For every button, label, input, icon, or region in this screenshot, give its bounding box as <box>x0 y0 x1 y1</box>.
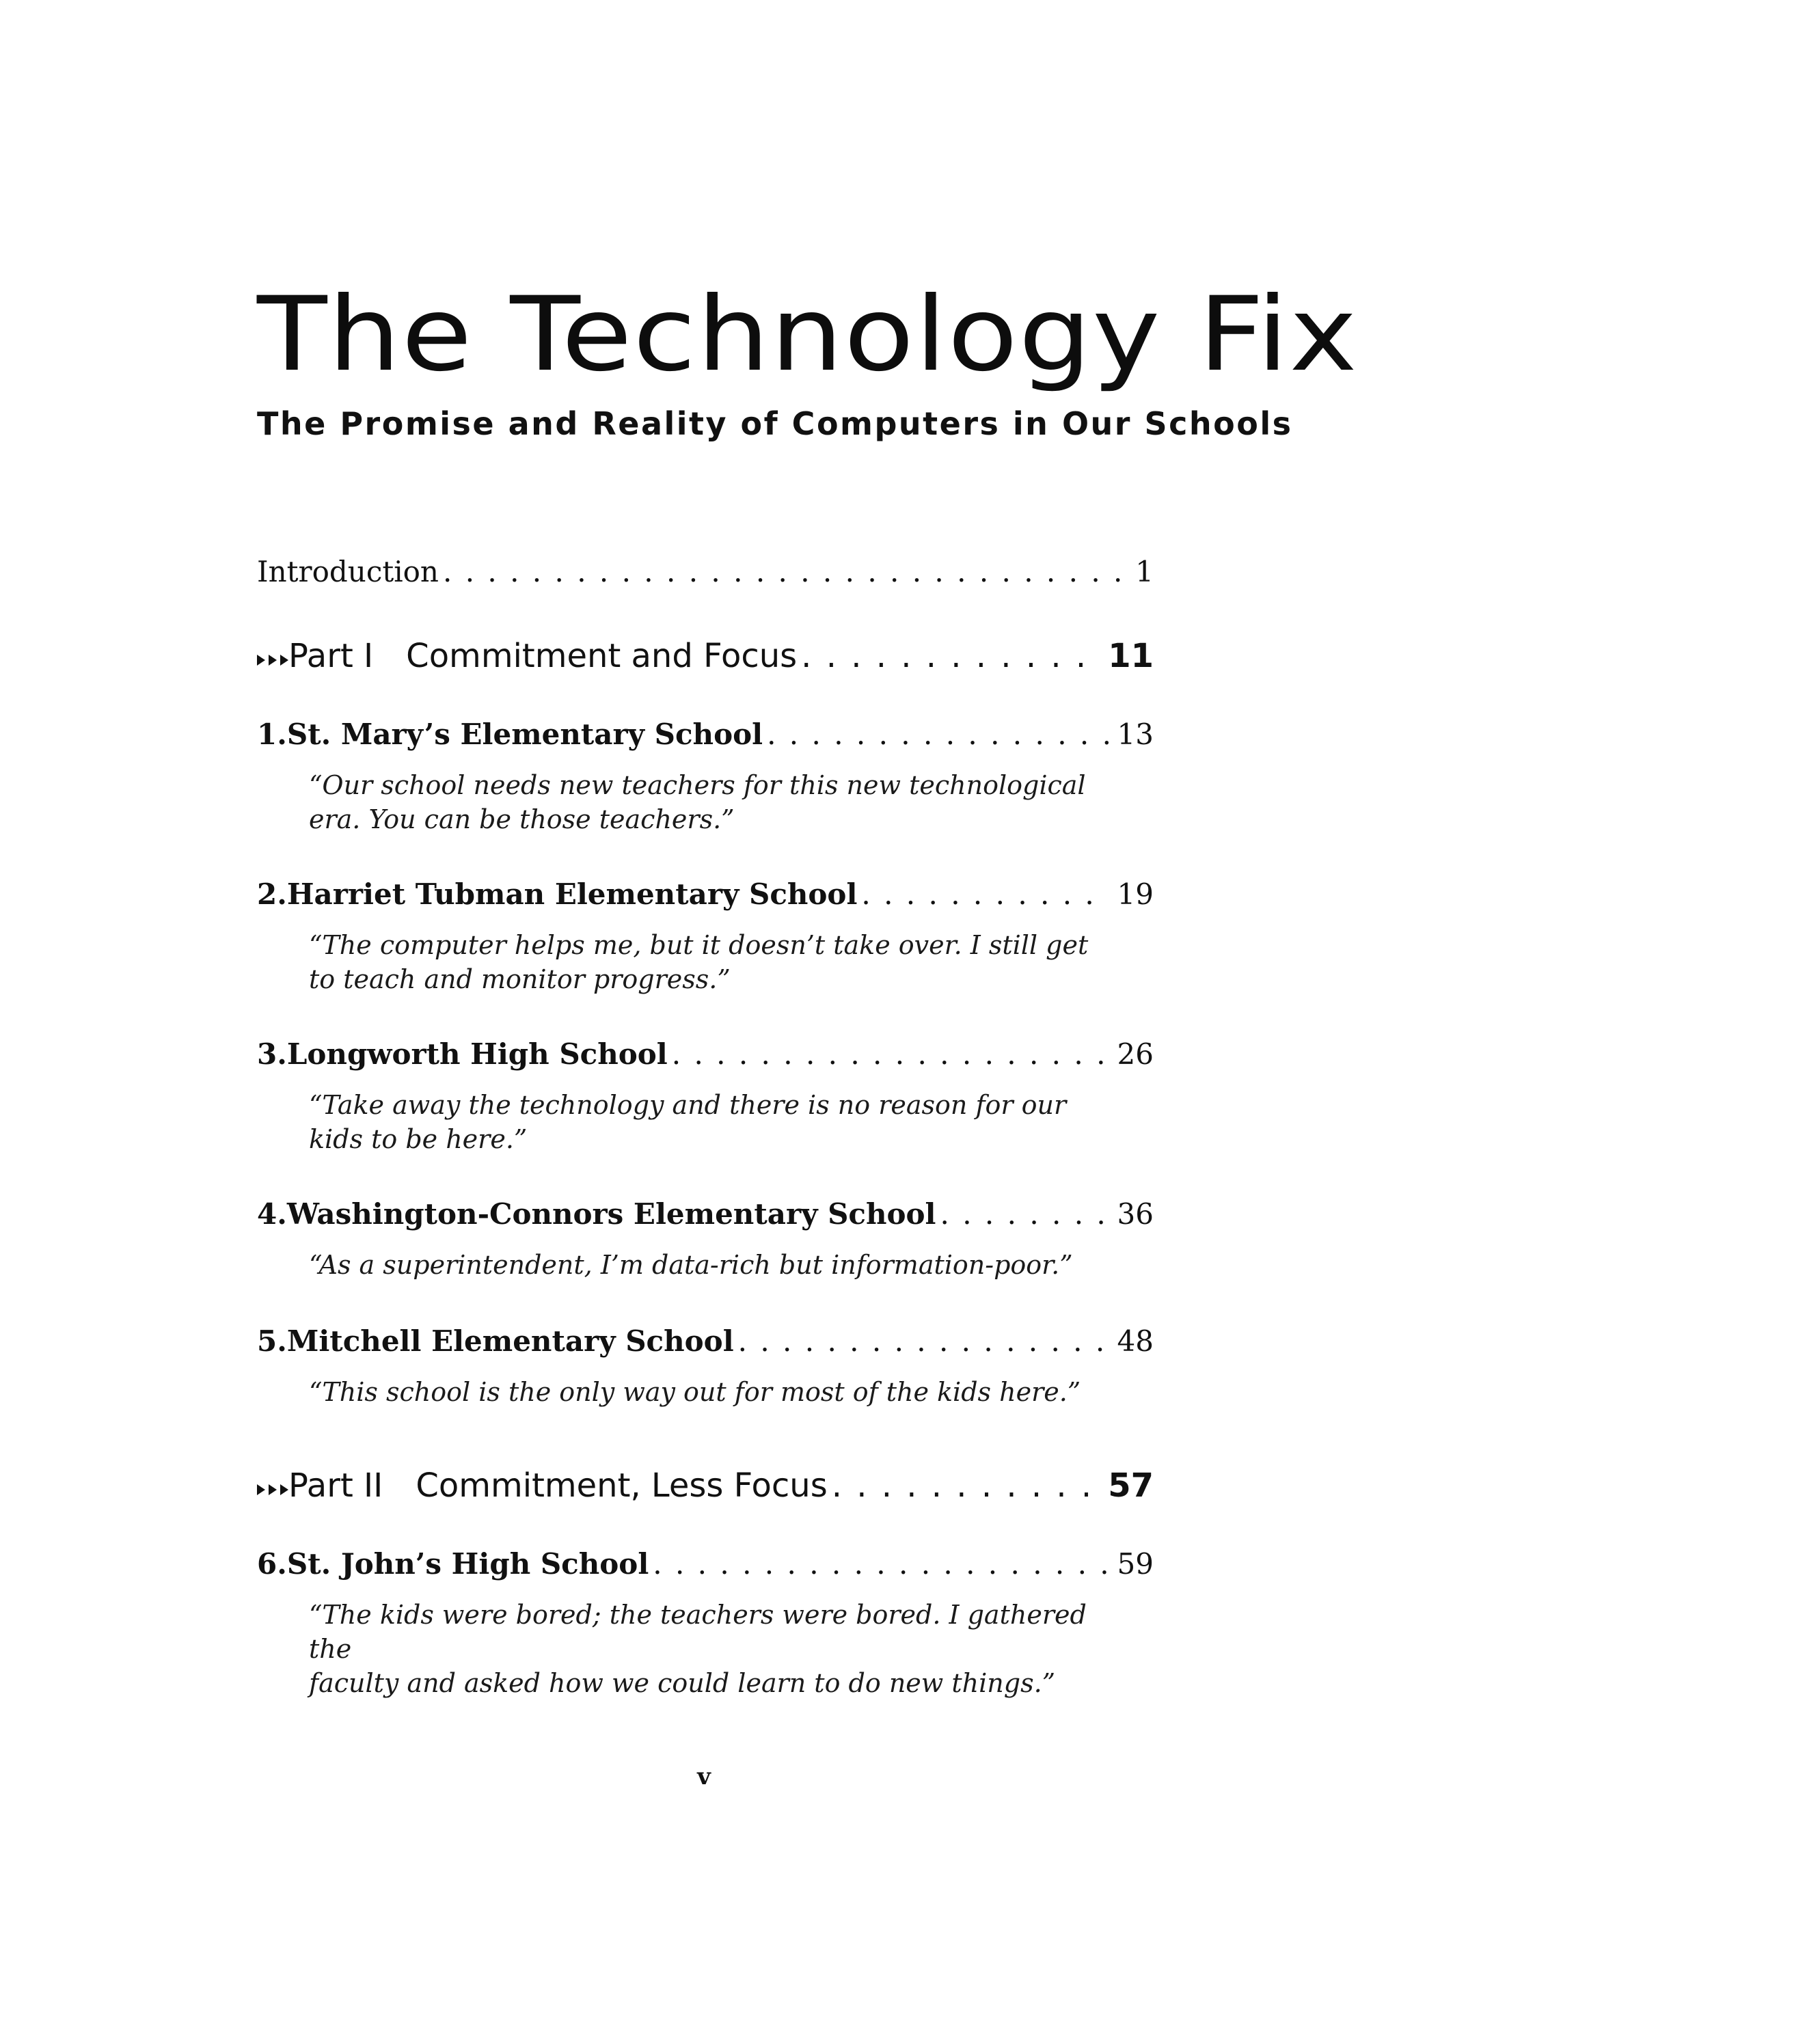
book-title: The Technology Fix <box>257 275 1358 394</box>
chapter-quote <box>309 1598 1095 1700</box>
dot-leader <box>832 1466 1100 1505</box>
toc-part-1[interactable] <box>257 637 1154 675</box>
toc-introduction[interactable] <box>257 555 1154 588</box>
toc-chapter-6[interactable] <box>257 1547 1154 1581</box>
part-title: Commitment and Focus <box>406 637 798 675</box>
dot-leader <box>443 555 1127 588</box>
quote-line: kids to be here.” <box>309 1124 528 1154</box>
quote-line: “The kids were bored; the teachers were bored. I gathered the <box>309 1600 1087 1664</box>
introduction-label: Introduction <box>257 555 439 588</box>
quote-line: “Take away the technology and there is no reason for our <box>309 1090 1067 1120</box>
triple-arrow-icon <box>257 1486 288 1497</box>
quote-line: “Our school needs new teachers for this new technological <box>309 770 1086 800</box>
chapter-title: Washington-Connors Elementary School <box>286 1197 936 1231</box>
chapter-quote <box>309 1375 1095 1409</box>
dot-leader <box>940 1197 1109 1231</box>
part-label: Part I <box>288 637 374 675</box>
toc-chapter-5[interactable] <box>257 1324 1154 1358</box>
chapter-title: Harriet Tubman Elementary School <box>286 877 858 911</box>
quote-line: era. You can be those teachers.” <box>309 804 735 834</box>
book-subtitle: The Promise and Reality of Computers in Our Schools <box>257 405 1293 442</box>
chapter-number: 1. <box>257 718 287 751</box>
chapter-page: 59 <box>1117 1547 1154 1581</box>
chapter-number: 6. <box>257 1547 287 1581</box>
chapter-quote <box>309 768 1095 836</box>
chapter-number: 2. <box>257 877 287 911</box>
dot-leader <box>801 637 1100 675</box>
chapter-title: St. Mary’s Elementary School <box>286 718 763 751</box>
dot-leader <box>738 1324 1109 1358</box>
quote-line: “As a superintendent, I’m data-rich but information-poor.” <box>309 1250 1073 1280</box>
part-page: 57 <box>1108 1466 1154 1505</box>
dot-leader <box>672 1037 1109 1071</box>
triple-arrow-icon <box>257 656 288 667</box>
chapter-number: 3. <box>257 1037 287 1071</box>
part-label: Part II <box>288 1466 383 1505</box>
quote-line: “The computer helps me, but it doesn’t take over. I still get <box>309 930 1089 960</box>
chapter-quote <box>309 1088 1095 1156</box>
toc-chapter-4[interactable] <box>257 1197 1154 1231</box>
chapter-quote <box>309 928 1095 996</box>
toc-chapter-3[interactable] <box>257 1037 1154 1071</box>
chapter-page: 26 <box>1117 1037 1154 1071</box>
quote-line: “This school is the only way out for most of the kids here.” <box>309 1377 1081 1407</box>
introduction-page: 1 <box>1135 555 1154 588</box>
chapter-title: Mitchell Elementary School <box>286 1324 734 1358</box>
dot-leader <box>767 718 1109 751</box>
toc-chapter-1[interactable] <box>257 718 1154 751</box>
dot-leader <box>861 877 1109 911</box>
page-number: v <box>697 1763 711 1790</box>
toc-part-2[interactable] <box>257 1466 1154 1505</box>
chapter-page: 48 <box>1117 1324 1154 1358</box>
chapter-page: 13 <box>1117 718 1154 751</box>
chapter-title: Longworth High School <box>286 1037 668 1071</box>
chapter-number: 4. <box>257 1197 287 1231</box>
quote-line: to teach and monitor progress.” <box>309 964 731 994</box>
part-page: 11 <box>1108 637 1154 675</box>
chapter-page: 36 <box>1117 1197 1154 1231</box>
quote-line: faculty and asked how we could learn to do new things.” <box>309 1668 1056 1698</box>
dot-leader <box>653 1547 1109 1581</box>
chapter-number: 5. <box>257 1324 287 1358</box>
chapter-quote <box>309 1248 1095 1282</box>
toc-chapter-2[interactable] <box>257 877 1154 911</box>
chapter-page: 19 <box>1117 877 1154 911</box>
chapter-title: St. John’s High School <box>286 1547 649 1581</box>
part-title: Commitment, Less Focus <box>416 1466 828 1505</box>
